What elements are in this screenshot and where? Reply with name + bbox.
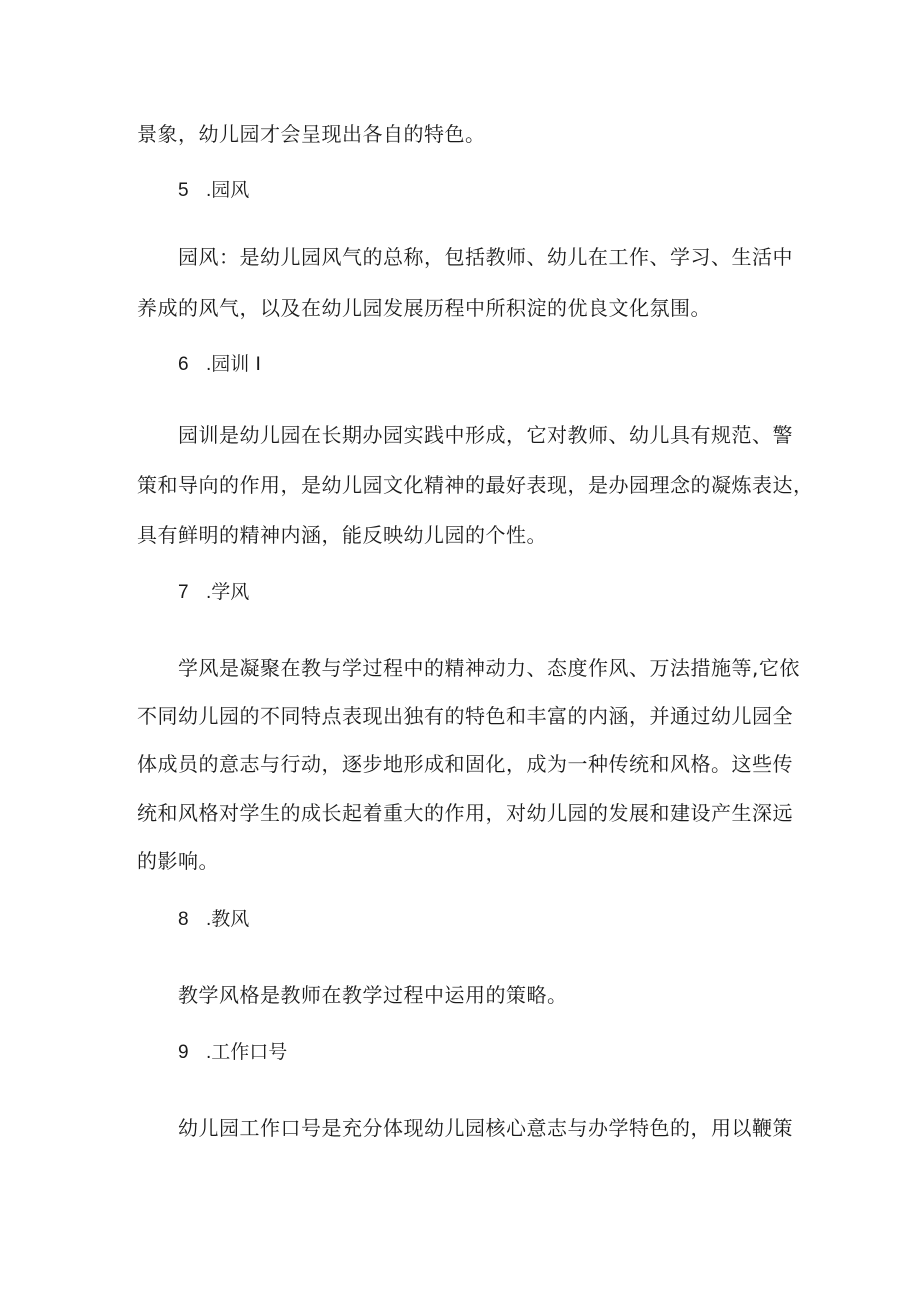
section-title: 园训 I xyxy=(211,353,261,375)
paragraph-line: 景象，幼儿园才会呈现出各自的特色。 xyxy=(137,122,486,146)
section-heading-6: 6 .园训 I xyxy=(178,353,261,375)
section-title: 教风 xyxy=(211,908,250,930)
section-title: 园风 xyxy=(211,179,250,201)
section-number: 5 xyxy=(178,180,189,201)
paragraph-line: 幼儿园工作口号是充分体现幼儿园核心意志与办学特色的，用以鞭策 xyxy=(178,1116,793,1140)
section-heading-9: 9 .工作口号 xyxy=(178,1041,288,1063)
paragraph-line: 具有鲜明的精神内涵，能反映幼儿园的个性。 xyxy=(137,523,547,547)
section-heading-7: 7 .学风 xyxy=(178,581,250,603)
paragraph-line: 学风是凝聚在教与学过程中的精神动力、态度作风、万法措施等,它依 xyxy=(178,656,800,680)
paragraph-line: 体成员的意志与行动，逐步地形成和固化，成为一种传统和风格。这些传 xyxy=(137,752,793,776)
section-title: 学风 xyxy=(211,581,250,603)
paragraph-line: 园风：是幼儿园风气的总称，包括教师、幼儿在工作、学习、生活中 xyxy=(178,245,793,269)
paragraph-line: 策和导向的作用，是幼儿园文化精神的最好表现，是办园理念的凝炼表达， xyxy=(137,473,814,497)
paragraph-line: 教学风格是教师在教学过程中运用的策略。 xyxy=(178,983,568,1007)
section-number: 7 xyxy=(178,582,189,603)
paragraph-line: 统和风格对学生的成长起着重大的作用，对幼儿园的发展和建设产生深远 xyxy=(137,801,793,825)
paragraph-line: 养成的风气，以及在幼儿园发展历程中所积淀的优良文化氛围。 xyxy=(137,296,711,320)
section-title: 工作口号 xyxy=(211,1041,288,1063)
section-number: 9 xyxy=(178,1042,189,1063)
paragraph-line: 园训是幼儿园在长期办园实践中形成，它对教师、幼儿具有规范、警 xyxy=(178,423,793,447)
section-heading-5: 5 .园风 xyxy=(178,179,250,201)
paragraph-line: 的影响。 xyxy=(137,849,219,873)
section-number: 6 xyxy=(178,354,189,375)
section-number: 8 xyxy=(178,909,189,930)
section-heading-8: 8 .教风 xyxy=(178,908,250,930)
paragraph-line: 不同幼儿园的不同特点表现出独有的特色和丰富的内涵，并通过幼儿园全 xyxy=(137,704,793,728)
